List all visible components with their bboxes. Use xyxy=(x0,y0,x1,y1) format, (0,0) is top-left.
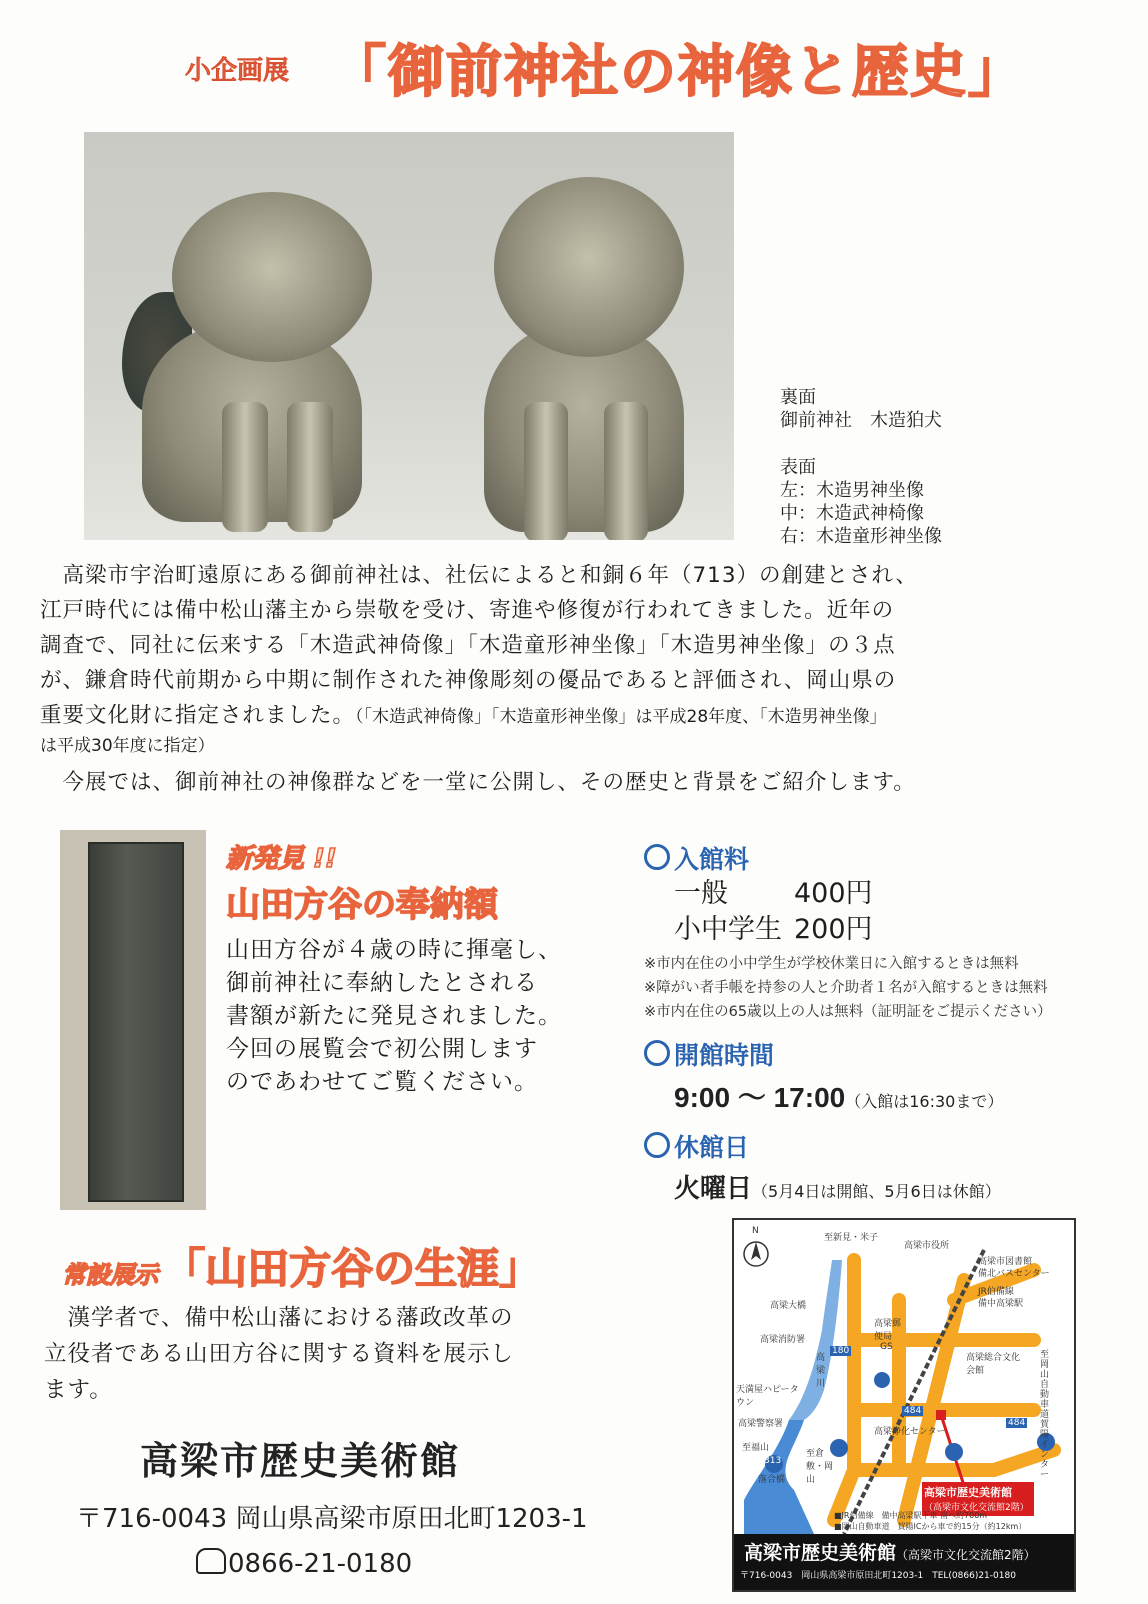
museum-phone-row xyxy=(196,1548,412,1579)
route-484-badge: 484 xyxy=(1008,1418,1026,1428)
permanent-section xyxy=(62,1236,541,1296)
map-label: 高梁郵便局 xyxy=(874,1319,902,1342)
fee-row xyxy=(674,876,1104,912)
map-label: JR伯備線 xyxy=(978,1287,1014,1297)
votive-plaque xyxy=(88,842,184,1202)
intro-closing: 今展では、御前神社の神像群などを一堂に公開し、その歴史と背景をご紹介します。 xyxy=(40,770,916,795)
permanent-line: 立役者である山田方谷に関する資料を展示し xyxy=(44,1341,515,1367)
map-label: 備北バスセンター xyxy=(978,1269,1050,1279)
route-313-badge: 313 xyxy=(764,1456,782,1466)
intro-line xyxy=(40,698,1120,733)
discovery-line: 今回の展覧会で初公開します xyxy=(226,1036,538,1062)
exhibit-title: 「御前神社の神像と歴史」 xyxy=(330,40,1026,105)
intro-line: 高梁市宇治町遠原にある御前神社は、社伝によると和銅６年（713）の創建とされ、 xyxy=(40,563,918,588)
circle-icon xyxy=(644,844,670,870)
closed-note: （5月4日は開館、5月6日は休館） xyxy=(752,1182,1001,1201)
map-access-note: ■JR伯備線 備中高梁駅下車 南へ約700m xyxy=(834,1511,988,1520)
intro-note-cont: は平成30年度に指定） xyxy=(40,736,215,756)
map-label: 高梁警察署 xyxy=(738,1419,784,1429)
map-label: 至倉敷・岡山 xyxy=(806,1449,834,1485)
permanent-title: 「山田方谷の生涯」 xyxy=(163,1244,542,1293)
map-label: 高梁消防署 xyxy=(760,1335,806,1345)
map-footer-title: 高梁市歴史美術館（高梁市文化交流館2階） xyxy=(744,1542,1036,1564)
intro-line: 江戸時代には備中松山藩主から崇敬を受け、寄進や修復が行われてきました。近年の xyxy=(40,598,895,623)
discovery-line: 山田方谷が４歳の時に揮毫し、 xyxy=(226,937,562,963)
permanent-line: 漢学者で、備中松山藩における藩政改革の xyxy=(44,1305,514,1331)
visitor-info xyxy=(644,840,1104,1205)
discovery-line: のであわせてご覧ください。 xyxy=(226,1069,538,1095)
intro-line: 調査で、同社に伝来する「木造武神倚像」「木造童形神坐像」「木造男神坐像」の３点 xyxy=(40,633,896,658)
route-484-badge: 484 xyxy=(904,1406,922,1416)
fee-price: 200円 xyxy=(794,914,873,945)
intro-paragraph xyxy=(40,558,1120,800)
komainu-photo xyxy=(84,132,734,540)
fee-note: ※市内在住の小中学生が学校休業日に入館するときは無料 xyxy=(644,956,1019,972)
closed-row xyxy=(674,1168,1104,1205)
caption-back-item: 御前神社 木造狛犬 xyxy=(780,410,942,431)
komainu-left xyxy=(102,172,402,532)
closed-day: 火曜日 xyxy=(674,1174,753,1204)
caption-front-item: 左：木造男神坐像 xyxy=(780,480,924,501)
hours-note: （入館は16:30まで） xyxy=(845,1092,1004,1111)
fee-label: 小中学生 xyxy=(674,914,782,945)
exhibit-type-label: 小企画展 xyxy=(185,56,290,86)
map-museum-label: 高梁市歴史美術館 xyxy=(924,1486,1012,1499)
fee-note: ※市内在住の65歳以上の人は無料（証明証をご提示ください） xyxy=(644,1004,1052,1020)
circle-icon xyxy=(644,1132,670,1158)
map-label: 高梁浄化センター xyxy=(874,1427,946,1437)
permanent-label: 常設展示 xyxy=(62,1261,158,1289)
discovery-text xyxy=(226,934,562,1099)
komainu-right xyxy=(444,172,714,540)
photo-caption xyxy=(780,386,942,548)
admission-heading: 入館料 xyxy=(644,840,1104,876)
map-label: 高梁大橋 xyxy=(770,1301,807,1311)
museum-phone: 0866-21-0180 xyxy=(228,1549,413,1579)
discovery-section xyxy=(226,838,562,1099)
fee-row xyxy=(674,912,1104,948)
discovery-kicker: 新発見 !! xyxy=(226,844,337,874)
map-access-note: ■岡山自動車道 賀陽ICから車で約15分（約12km） xyxy=(834,1522,1027,1531)
map-label: 天満屋ハピータウン xyxy=(736,1385,799,1408)
access-map xyxy=(732,1218,1076,1592)
map-label: 備中高梁駅 xyxy=(978,1299,1024,1309)
caption-back-label: 裏面 xyxy=(780,387,816,408)
hours-time: 9:00 〜 17:00 xyxy=(674,1082,846,1113)
fee-label: 一般 xyxy=(674,878,728,909)
plaque-photo xyxy=(60,830,206,1210)
discovery-line: 御前神社に奉納したとされる xyxy=(226,970,538,996)
discovery-title: 山田方谷の奉納額 xyxy=(226,885,498,925)
map-label: 至岡山自動車道賀陽インター xyxy=(1040,1350,1050,1480)
fee-note: ※障がい者手帳を持参の人と介助者１名が入館するときは無料 xyxy=(644,980,1048,996)
caption-front-item: 中：木造武神椅像 xyxy=(780,503,924,524)
museum-address: 〒716-0043 岡山県高梁市原田北町1203-1 xyxy=(76,1504,588,1534)
map-museum-sub: （高梁市文化交流館2階） xyxy=(924,1503,1029,1513)
map-label: 高梁川 xyxy=(816,1353,826,1389)
closed-heading: 休館日 xyxy=(644,1128,1104,1164)
permanent-text xyxy=(44,1300,604,1408)
map-label: 落合橋 xyxy=(758,1475,786,1485)
phone-icon xyxy=(196,1548,226,1574)
circle-icon xyxy=(644,1040,670,1066)
museum-name: 高梁市歴史美術館 xyxy=(140,1439,461,1483)
map-footer-address: 〒716-0043 岡山県高梁市原田北町1203-1 TEL(0866)21-0180 xyxy=(740,1571,1016,1581)
intro-line: が、鎌倉時代前期から中期に制作された神像彫刻の優品であると評価され、岡山県の xyxy=(40,668,897,693)
fee-price: 400円 xyxy=(794,878,873,909)
map-label: 至福山 xyxy=(742,1443,770,1453)
intro-note: （「木造武神倚像」「木造童形神坐像」は平成28年度、「木造男神坐像」 xyxy=(355,707,887,727)
map-label: 高梁市役所 xyxy=(904,1241,950,1251)
hours-heading: 開館時間 xyxy=(644,1036,1104,1072)
map-footer xyxy=(734,1534,1074,1590)
map-north-label: N xyxy=(752,1226,759,1236)
hours-row xyxy=(674,1076,1104,1116)
map-label: 至新見・米子 xyxy=(824,1233,879,1243)
map-label: GS xyxy=(880,1342,893,1352)
map-label: 高梁市図書館 xyxy=(978,1257,1033,1267)
map-label: 高梁総合文化会館 xyxy=(966,1353,1021,1376)
discovery-line: 書額が新たに発見されました。 xyxy=(226,1003,562,1029)
permanent-line: ます。 xyxy=(44,1377,113,1403)
route-180-badge: 180 xyxy=(832,1346,850,1356)
intro-line-main: 重要文化財に指定されました。 xyxy=(40,703,356,728)
fee-notes xyxy=(644,952,1104,1024)
caption-front-item: 右：木造童形神坐像 xyxy=(780,526,942,547)
caption-front-label: 表面 xyxy=(780,457,816,478)
